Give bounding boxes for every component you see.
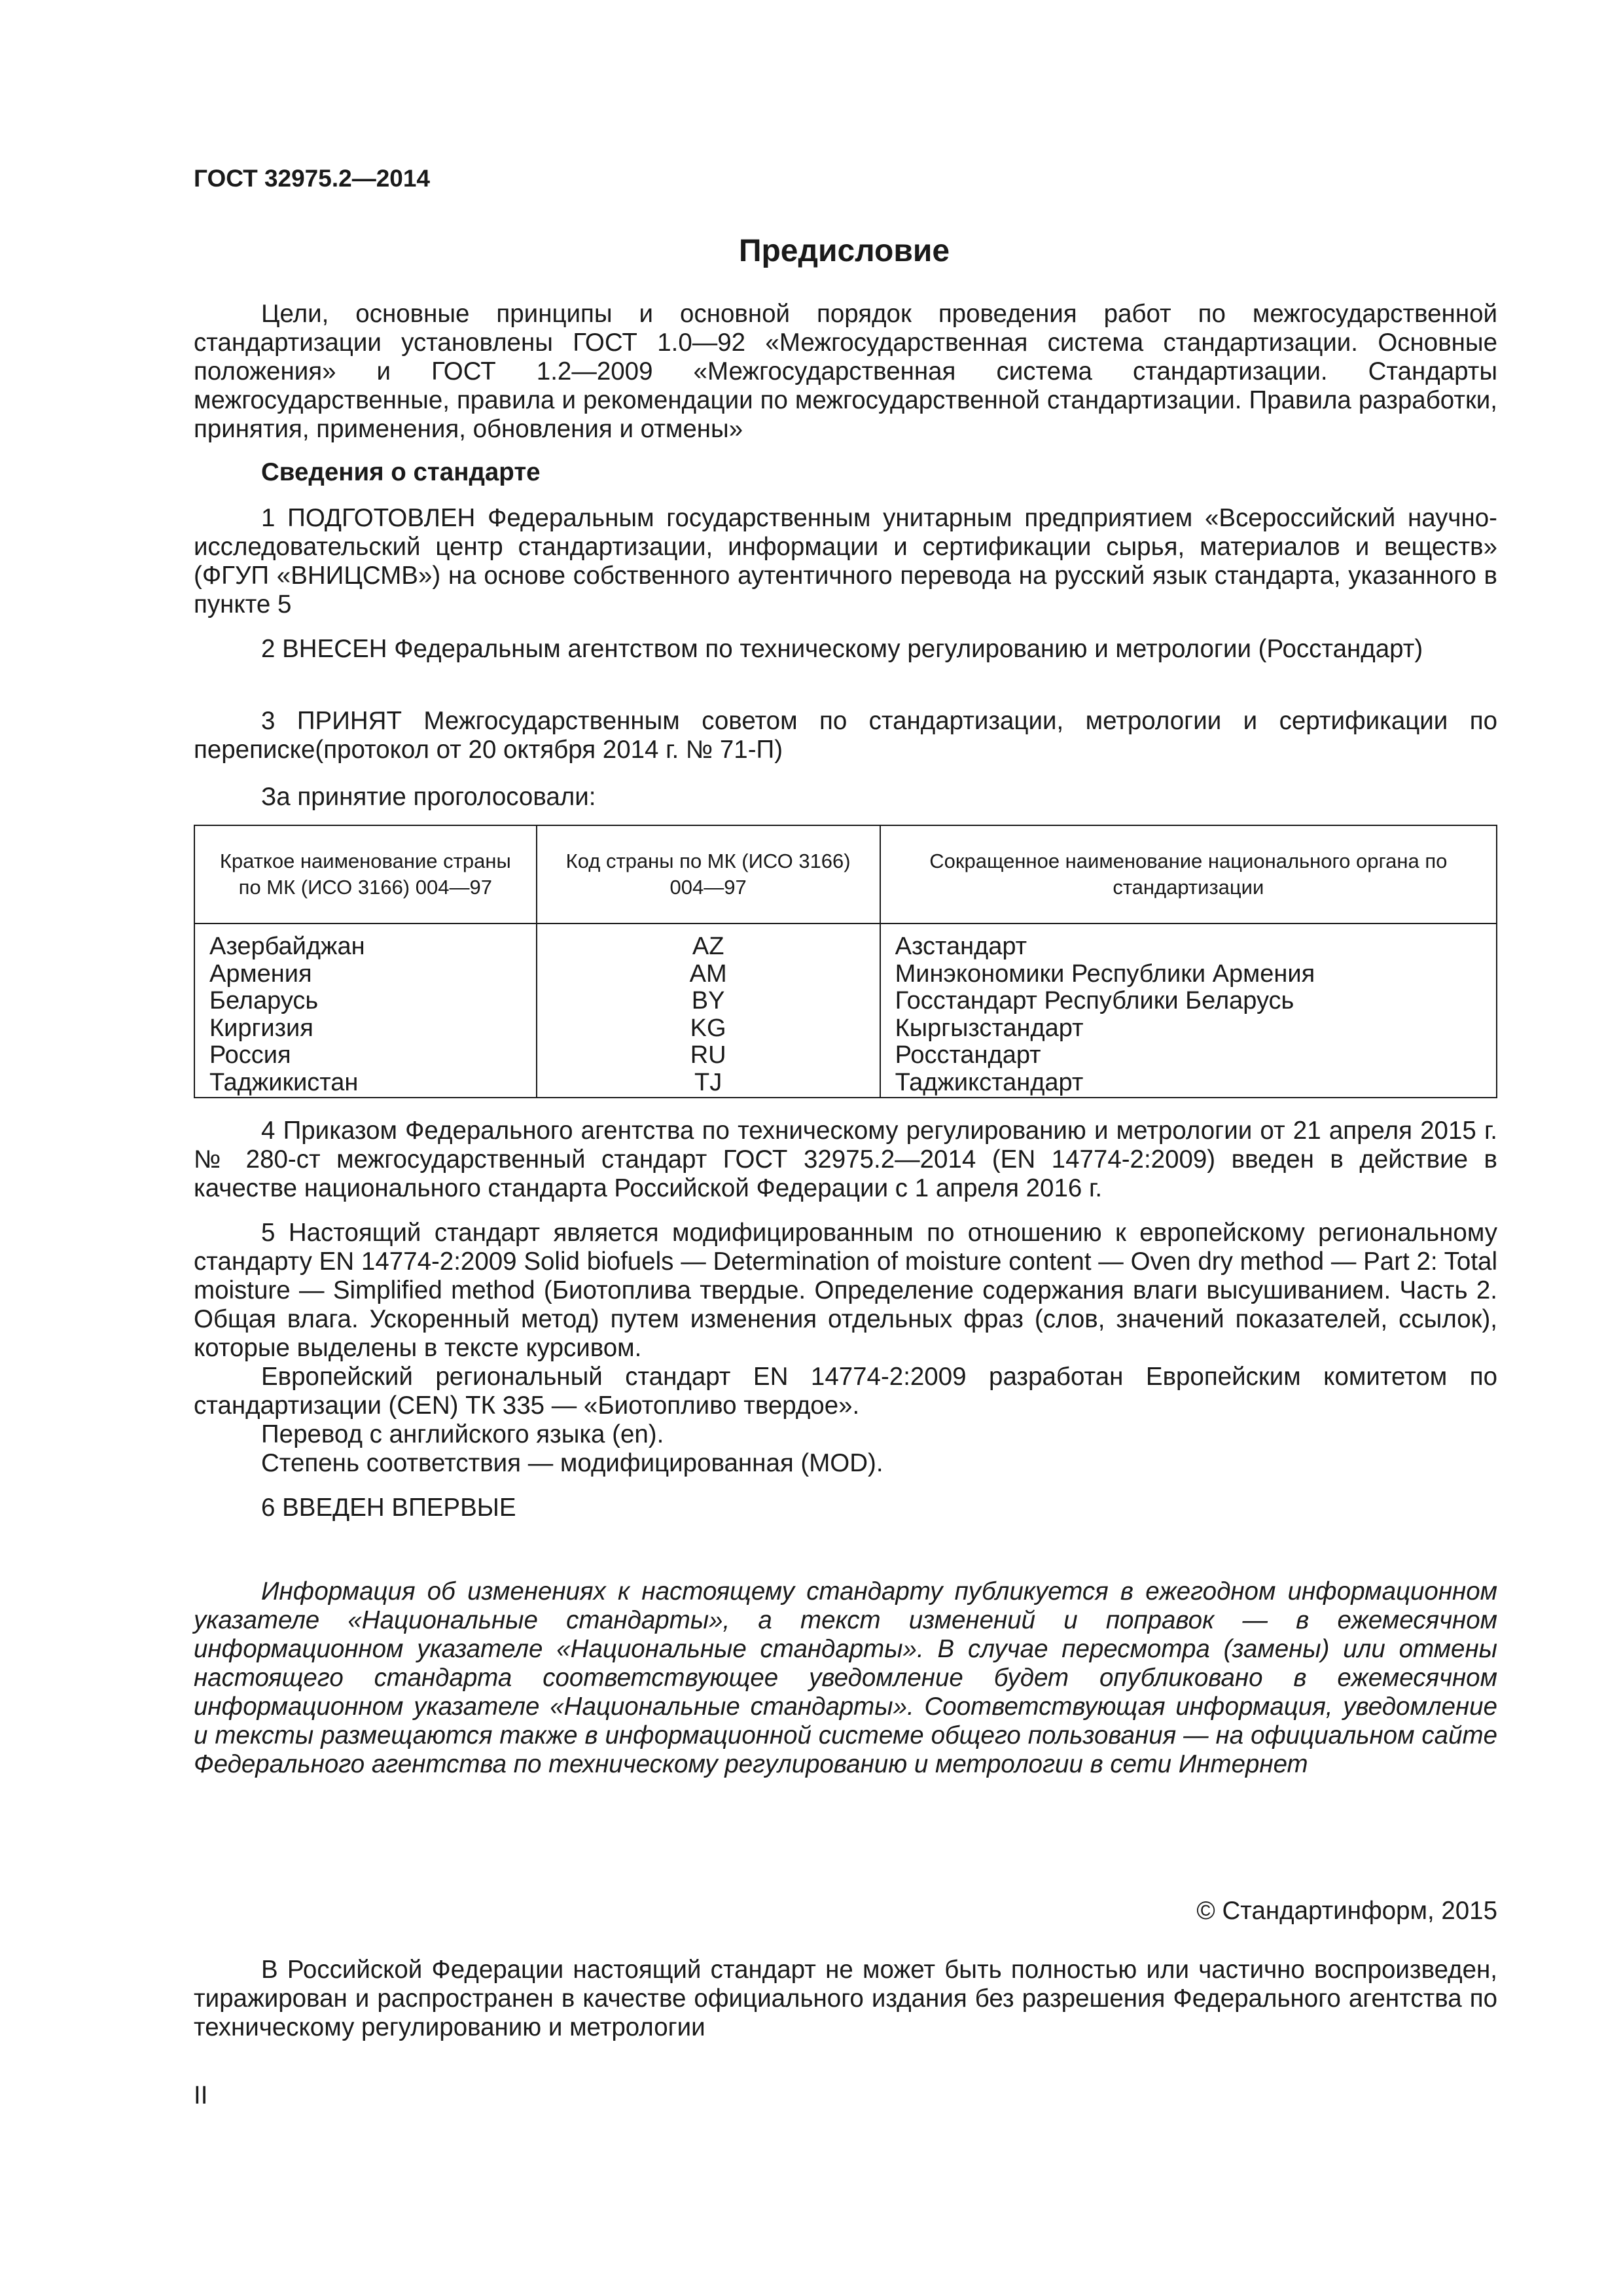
- header-national-body: Сокращенное наименование национального органа по стандартизации: [880, 825, 1497, 924]
- table-body: [194, 924, 1497, 1098]
- country-cell: Таджикистан: [209, 1068, 359, 1096]
- header-country-name: Краткое наименование страны по МК (ИСО 3166) 004—97: [194, 825, 537, 924]
- document-code: ГОСТ 32975.2—2014: [194, 165, 431, 192]
- standard-info-heading: Сведения о стандарте: [261, 458, 541, 486]
- code-cell: RU: [690, 1041, 726, 1069]
- item-6-introduced: 6 ВВЕДЕН ВПЕРВЫЕ: [261, 1494, 516, 1522]
- body-cell: Росстандарт: [895, 1041, 1041, 1069]
- item-5-translation: Перевод с английского языка (en).: [261, 1420, 664, 1448]
- country-cell: Беларусь: [209, 987, 319, 1015]
- country-cell: Киргизия: [209, 1014, 313, 1042]
- column-bodies: [880, 924, 1497, 1098]
- item-5-modified: 5 Настоящий стандарт является модифицированным по отношению к европейскому региональному стандарту EN 14774-2:2009 Solid biofuels — Determination of moisture content — Oven dry method — Part 2: Total moisture — Simplified method (Биотоплива твердые. Определение содержания влаги высушиванием. Часть 2. Общая влага. Ускоренный метод) путем изменения отдельных фраз (слов, значений показателей, ссылок), которые выделены в тексте курсивом.: [194, 1219, 1497, 1362]
- intro-paragraph: Цели, основные принципы и основной порядок проведения работ по межгосударственной стандартизации установлены ГОСТ 1.0—92 «Межгосударственная система стандартизации. Основные положения» и ГОСТ 1.2—2009 «Межгосударственная система стандартизации. Стандарты межгосударственные, правила и рекомендации по межгосударственной стандартизации. Правила разработки, принятия, применения, обновления и отмены»: [194, 300, 1497, 443]
- voted-label: За принятие проголосовали:: [261, 783, 596, 811]
- country-cell: Азербайджан: [209, 933, 365, 960]
- code-cell: TJ: [694, 1068, 722, 1096]
- item-2-submitted: 2 ВНЕСЕН Федеральным агентством по техническому регулированию и метрологии (Росстандарт): [261, 635, 1423, 663]
- column-codes: [537, 924, 880, 1098]
- code-cell: AZ: [692, 933, 724, 960]
- header-country-code: Код страны по МК (ИСО 3166) 004—97: [537, 825, 880, 924]
- item-1-prepared: 1 ПОДГОТОВЛЕН Федеральным государственным унитарным предприятием «Всероссийский научно-исследовательский центр стандартизации, информации и сертификации сырья, материалов и веществ» (ФГУП «ВНИЦСМВ») на основе собственного аутентичного перевода на русский язык стандарта, указанного в пункте 5: [194, 504, 1497, 619]
- item-5-cen: Европейский региональный стандарт EN 14774-2:2009 разработан Европейским комитетом по стандартизации (CEN) ТК 335 — «Биотопливо твердое».: [194, 1363, 1497, 1420]
- column-countries: [194, 924, 537, 1098]
- body-cell: Минэкономики Республики Армения: [895, 960, 1315, 988]
- reproduction-notice: В Российской Федерации настоящий стандарт не может быть полностью или частично воспроизведен, тиражирован и распространен в качестве официального издания без разрешения Федерального агентства по техническому регулированию и метрологии: [194, 1956, 1497, 2041]
- page-number: II: [194, 2081, 208, 2109]
- body-cell: Госстандарт Республики Беларусь: [895, 987, 1294, 1015]
- copyright: © Стандартинформ, 2015: [1196, 1897, 1497, 1925]
- table-header-row: [194, 825, 1497, 924]
- code-cell: KG: [690, 1014, 726, 1042]
- item-4-enacted: 4 Приказом Федерального агентства по техническому регулированию и метрологии от 21 апреля 2015 г. № 280-ст межгосударственный стандарт ГОСТ 32975.2—2014 (EN 14774-2:2009) введен в действие в качестве национального стандарта Российской Федерации с 1 апреля 2016 г.: [194, 1117, 1497, 1202]
- country-cell: Армения: [209, 960, 312, 988]
- body-cell: Таджикстандарт: [895, 1068, 1084, 1096]
- body-cell: Кыргызстандарт: [895, 1014, 1084, 1042]
- code-cell: AM: [689, 960, 727, 988]
- page-title: Предисловие: [738, 234, 950, 268]
- country-cell: Россия: [209, 1041, 291, 1069]
- item-5-degree: Степень соответствия — модифицированная (MOD).: [261, 1449, 883, 1477]
- item-3-adopted: 3 ПРИНЯТ Межгосударственным советом по стандартизации, метрологии и сертификации по переписке(протокол от 20 октября 2014 г. № 71-П): [194, 707, 1497, 764]
- code-cell: BY: [691, 987, 725, 1015]
- body-cell: Азстандарт: [895, 933, 1027, 960]
- changes-notice: Информация об изменениях к настоящему стандарту публикуется в ежегодном информационном указателе «Национальные стандарты», а текст изменений и поправок — в ежемесячном информационном указателе «Национальные стандарты». В случае пересмотра (замены) или отмены настоящего стандарта соответствующее уведомление будет опубликовано в ежемесячном информационном указателе «Национальные стандарты». Соответствующая информация, уведомление и тексты размещаются также в информационной системе общего пользования — на официальном сайте Федерального агентства по техническому регулированию и метрологии в сети Интернет: [194, 1577, 1497, 1778]
- voting-table: [194, 825, 1497, 1098]
